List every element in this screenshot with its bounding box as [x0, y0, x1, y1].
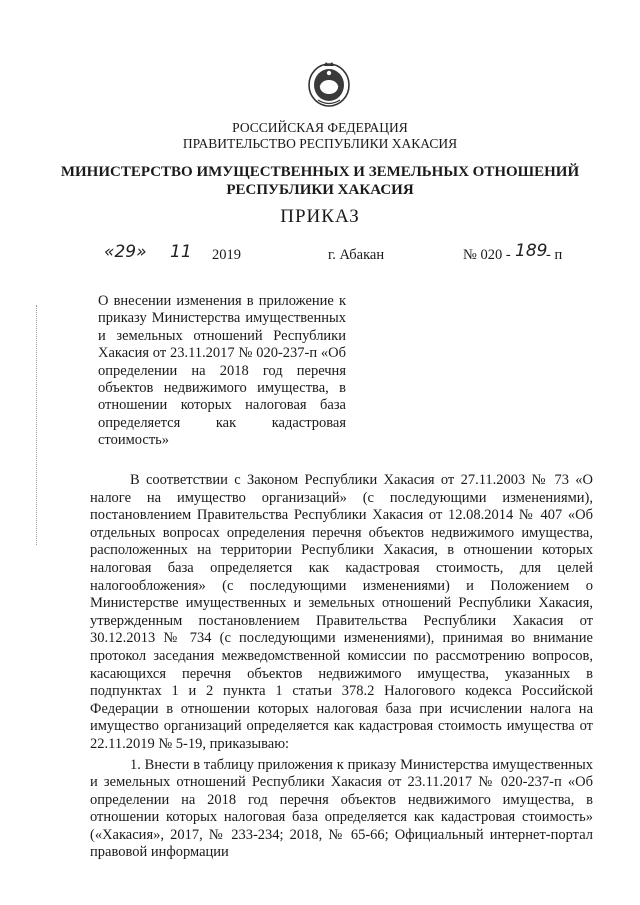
- date-year: 2019: [212, 247, 241, 263]
- order-number-suffix: - п: [546, 247, 563, 263]
- date-day: «29»: [104, 242, 147, 262]
- ministry-line-2: РЕСПУБЛИКИ ХАКАСИЯ: [226, 182, 414, 198]
- order-number-prefix: № 020 -: [463, 247, 511, 263]
- country-line-1: РОССИЙСКАЯ ФЕДЕРАЦИЯ: [232, 120, 408, 135]
- country-header: [0, 120, 640, 152]
- scan-edge-mark: [36, 305, 40, 545]
- body-paragraph-1: В соответствии с Законом Республики Хакасия от 27.11.2003 № 73 «О налоге на имущество организаций» (с последующими изменениями), постановлением Правительства Республики Хакасия от 12.08.2014 № 407 «Об отдельных вопросах определения перечня объектов недвижимого имущества, расположенных на территории Республики Хакасия, в отношении которых налоговая база определяется как кадастровая стоимость, для целей налогообложения» (с последующими изменениями) и Положением о Министерстве имущественных и земельных отношений Республики Хакасия, утвержденным постановлением Правительства Республики Хакасия от 30.12.2013 № 734 (с последующими изменениями), принимая во внимание протокол заседания межведомственной комиссии по рассмотрению вопросов, касающихся перечня объектов недвижимого имущества, указанных в подпунктах 1 и 2 пункта 1 статьи 378.2 Налогового кодекса Российской Федерации в отношении которых налоговая база при исчислении налога на имущество организаций определяется как кадастровая стоимость имущества от 22.11.2019 № 5-19, приказываю:: [90, 472, 593, 752]
- order-title: О внесении изменения в приложение к приказу Министерства имущественных и земельных отношений Республики Хакасия от 23.11.2017 № 020-237-п «Об определении на 2018 год перечня объектов недвижимого имущества, в отношении которых налоговая база определяется как кадастровая стоимость»: [98, 293, 346, 449]
- order-number-handwritten: 189: [515, 241, 548, 261]
- body-paragraph-2: 1. Внести в таблицу приложения к приказу Министерства имущественных и земельных отношений Республики Хакасия от 23.11.2017 № 020-237-п «Об определении на 2018 год перечня объектов недвижимого имущества, в отношении которых налоговая база определяется как кадастровая стоимость» («Хакасия», 2017, № 233-234; 2018, № 65-66; Официальный интернет-портал правовой информации: [90, 756, 593, 861]
- coat-of-arms-emblem: [306, 60, 352, 108]
- document-type: ПРИКАЗ: [280, 206, 360, 227]
- country-line-2: ПРАВИТЕЛЬСТВО РЕСПУБЛИКИ ХАКАСИЯ: [182, 136, 458, 151]
- order-body: [90, 472, 593, 862]
- city: г. Абакан: [328, 247, 385, 263]
- ministry-line-1: МИНИСТЕРСТВО ИМУЩЕСТВЕННЫХ И ЗЕМЕЛЬНЫХ ОТНОШЕНИЙ: [60, 164, 580, 180]
- date-month: 11: [170, 242, 192, 262]
- ministry-header: [0, 163, 640, 199]
